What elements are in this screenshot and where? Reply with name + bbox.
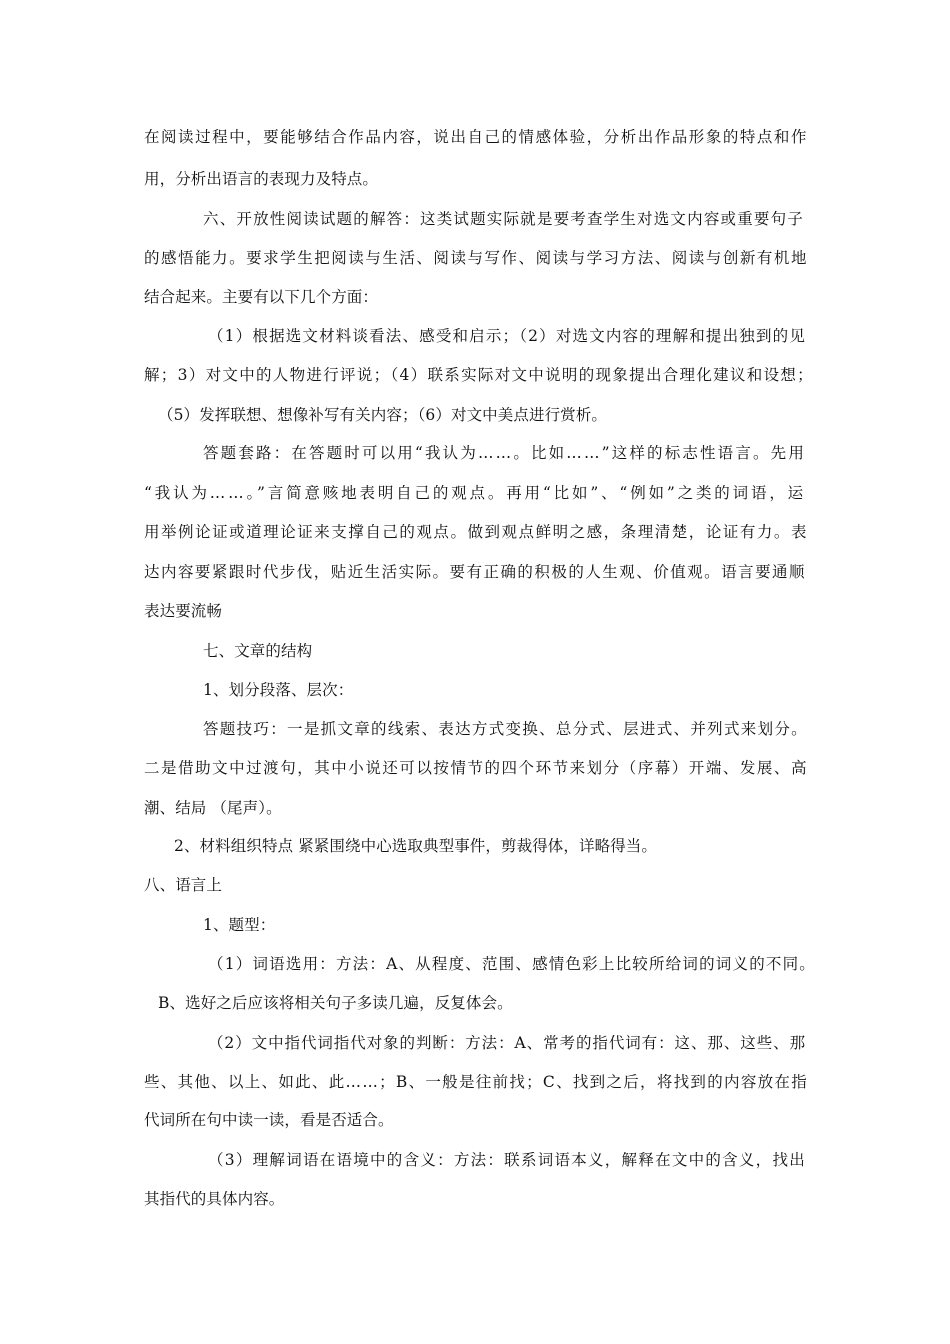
text-line: 些、其他、以上、如此、此……；B、一般是往前找；C、找到之后，将找到的内容放在指 <box>144 1073 808 1091</box>
text-line: 潮、结局 （尾声）。 <box>144 799 282 817</box>
paragraph-heading-six: 六、开放性阅读试题的解答：这类试题实际就是要考查学生对选文内容或重要句子 <box>203 210 804 228</box>
text-line: 用举例论证或道理论证来支撑自己的观点。做到观点鲜明之感，条理清楚，论证有力。表 <box>144 523 808 541</box>
text-line: 的感悟能力。要求学生把阅读与生活、阅读与写作、阅读与学习方法、阅读与创新有机地 <box>144 249 808 267</box>
section-heading-eight: 八、语言上 <box>144 876 223 894</box>
subsection-heading: 1、划分段落、层次： <box>203 681 354 699</box>
text-line: 表达要流畅 <box>144 602 223 620</box>
text-line: 二是借助文中过渡句，其中小说还可以按情节的四个环节来划分（序幕）开端、发展、高 <box>144 759 808 777</box>
text-line: 达内容要紧跟时代步伐，贴近生活实际。要有正确的积极的人生观、价值观。语言要通顺 <box>144 563 806 581</box>
list-item: （2）文中指代词指代对象的判断：方法：A、常考的指代词有：这、那、这些、那 <box>208 1034 806 1052</box>
list-item: （3）理解词语在语境中的含义：方法：联系词语本义，解释在文中的含义，找出 <box>208 1151 806 1169</box>
section-heading-seven: 七、文章的结构 <box>203 642 313 660</box>
text-line: 答题技巧：一是抓文章的线索、表达方式变换、总分式、层进式、并列式来划分。 <box>203 720 808 738</box>
text-line: “我认为……。”言简意赅地表明自己的观点。再用“比如”、“例如”之类的词语，运 <box>144 484 806 502</box>
text-line: 在阅读过程中，要能够结合作品内容，说出自己的情感体验，分析出作品形象的特点和作 <box>144 128 808 146</box>
text-line: 答题套路：在答题时可以用“我认为……。比如……”这样的标志性语言。先用 <box>203 444 806 462</box>
subsection-heading: 1、题型： <box>203 916 276 934</box>
text-line: 其指代的具体内容。 <box>144 1190 285 1208</box>
list-item: （1）词语选用：方法：A、从程度、范围、感情色彩上比较所给词的词义的不同。 <box>208 955 816 973</box>
text-line: 结合起来。主要有以下几个方面： <box>144 288 379 306</box>
text-line: B、选好之后应该将相关句子多读几遍，反复体会。 <box>158 994 513 1012</box>
list-item: （5）发挥联想、想像补写有关内容；（6）对文中美点进行赏析。 <box>158 406 607 424</box>
text-line: 解；3）对文中的人物进行评说；（4）联系实际对文中说明的现象提出合理化建议和设想； <box>144 366 814 384</box>
text-line: 用，分析出语言的表现力及特点。 <box>144 170 379 188</box>
list-item: （1）根据选文材料谈看法、感受和启示；（2）对选文内容的理解和提出独到的见 <box>208 327 806 345</box>
subsection-heading: 2、材料组织特点 紧紧围绕中心选取典型事件，剪裁得体，详略得当。 <box>174 837 657 855</box>
text-line: 代词所在句中读一读，看是否适合。 <box>144 1111 394 1129</box>
